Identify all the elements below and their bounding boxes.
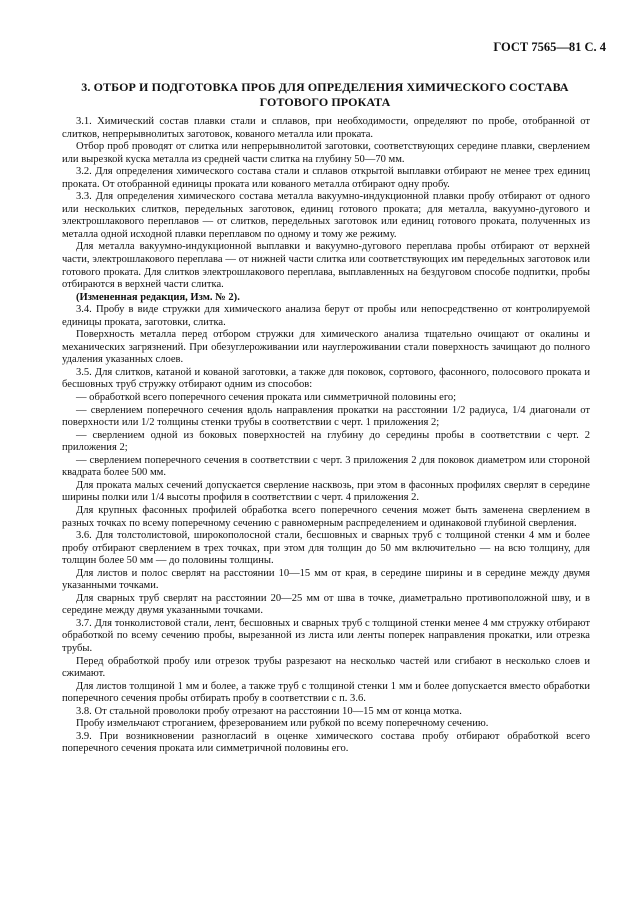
paragraph: Для сварных труб сверлят на расстоянии 20—25 мм от шва в точке, диаметрально противоположной шву, и в середине между двумя указанными точками. [62, 592, 590, 617]
paragraph: 3.6. Для толстолистовой, широкополосной стали, бесшовных и сварных труб с толщиной стенки 4 мм и более пробу отбирают сверлением в трех точках, при этом для толщин до 50 мм включительно — на всю толщину, для толщин более 50 мм — до половины толщины. [62, 530, 590, 567]
paragraph: 3.9. При возникновении разногласий в оценке химического состава пробу отбирают обработкой всего поперечного сечения проката или симметричной половины его. [62, 730, 590, 755]
paragraph: 3.8. От стальной проволоки пробу отрезают на расстоянии 10—15 мм от конца мотка. [76, 705, 462, 717]
paragraph: 3.2. Для определения химического состава стали и сплавов открытой выплавки отбирают не менее трех единиц проката. От отобранной единицы проката или кованого металла отбирают одну пробу. [62, 166, 590, 190]
paragraph: Отбор проб проводят от слитка или непрерывнолитой заготовки, соответствующих середине плавки, сверлением или вырезкой куска металла из средней части слитка на глубину 50—70 мм. [62, 141, 590, 165]
paragraph: 3.5. Для слитков, катаной и кованой заготовки, а также для поковок, сортового, фасонного, полосового проката и бесшовных труб стружку отбирают одним из способов: [62, 366, 590, 391]
paragraph: Для крупных фасонных профилей обработка всего поперечного сечения может быть заменена сверлением в разных точках по всему поперечному сечению с равномерным распределением и одинаковой глубиной сверления. [62, 504, 590, 529]
paragraph: Пробу измельчают строганием, фрезерованием или рубкой по всему поперечному сечению. [76, 718, 489, 730]
paragraph: Для металла вакуумно-индукционной выплавки и вакуумно-дугового переплава пробы отбирают от верхней части, электрошлакового переплава — от нижней части слитка или соответствующих им передельных заготовок или готового проката. Для слитков электрошлакового переплава, выплавленных на бездуговом способе подпитки, пробы отбираются в верхней части слитка. [62, 241, 590, 291]
paragraph: 3.1. Химический состав плавки стали и сплавов, при необходимости, определяют по пробе, отобранной от слитков, непрерывнолитых заготовок, кованого металла или проката. [62, 116, 590, 140]
section-title: 3. ОТБОР И ПОДГОТОВКА ПРОБ ДЛЯ ОПРЕДЕЛЕНИЯ ХИМИЧЕСКОГО СОСТАВА ГОТОВОГО ПРОКАТА [81, 80, 569, 109]
paragraph: 3.7. Для тонколистовой стали, лент, бесшовных и сварных труб с толщиной стенки менее 4 мм стружку отбирают обработкой по всему сечению пробы, вырезанной из листа или ленты поперек направления прокатки, или отрезка трубы. [62, 617, 590, 654]
paragraph: Для листов толщиной 1 мм и более, а также труб с толщиной стенки 1 мм и более допускается вместо обработки поперечного сечения пробы отбирать пробу в соответствии с п. 3.6. [62, 680, 590, 705]
list-item: — обработкой всего поперечного сечения проката или симметричной половины его; [76, 392, 457, 404]
list-item: — сверлением поперечного сечения вдоль направления прокатки на расстоянии 1/2 радиуса, 1/4 диагонали от поверхности или 1/2 толщины стенки трубы в соответствии с черт. 1 приложения 2; [62, 404, 590, 429]
paragraph: 3.3. Для определения химического состава металла вакуумно-индукционной плавки пробу отбирают от одного или нескольких слитков, передельных заготовок, единиц готового проката; для металла, вакуумно-дугового и электрошлакового переплавов — от слитков, передельных заготовок или единиц готового проката, полученных из металла одной исходной плавки переплавом по одному и тому же режиму. [62, 191, 590, 240]
paragraph: 3.4. Пробу в виде стружки для химического анализа берут от пробы или непосредственно от контролируемой единицы проката, заготовки, слитка. [62, 304, 590, 328]
paragraph: Поверхность металла перед отбором стружки для химического анализа тщательно очищают от окалины и механических загрязнений. При обезуглероживании или науглероживании стали поверхность зачищают до полного удаления указанных слоев. [62, 329, 590, 366]
list-item: — сверлением одной из боковых поверхностей на глубину до середины пробы в соответствии с черт. 2 приложения 2; [62, 429, 590, 454]
paragraph: Перед обработкой пробу или отрезок трубы разрезают на несколько частей или сгибают в несколько слоев и сжимают. [62, 655, 590, 680]
paragraph: Для листов и полос сверлят на расстоянии 10—15 мм от края, в середине ширины и в середине между двумя указанными точками. [62, 567, 590, 592]
list-item: — сверлением поперечного сечения в соответствии с черт. 3 приложения 2 для поковок диаметром или стороной квадрата более 500 мм. [62, 454, 590, 479]
amendment-note: (Измененная редакция, Изм. № 2). [76, 291, 240, 303]
paragraph: Для проката малых сечений допускается сверление насквозь, при этом в фасонных профилях сверлят в середине ширины полки или 1/4 высоты профиля в соответствии с черт. 4 приложения 2. [62, 479, 590, 504]
document-body [62, 116, 590, 756]
page-header: ГОСТ 7565—81 С. 4 [493, 40, 606, 54]
